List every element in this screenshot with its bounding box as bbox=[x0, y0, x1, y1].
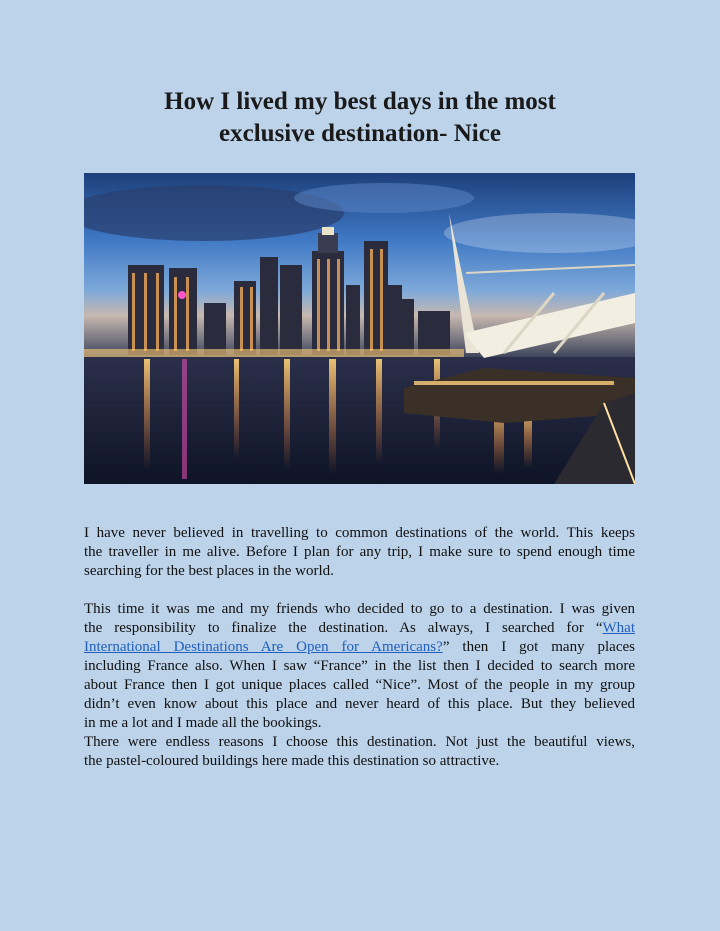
paragraph-2 bbox=[84, 600, 635, 733]
text-line: the traveller in me alive. Before I plan for any trip, I make sure to spend enough time bbox=[84, 544, 635, 560]
text-line: There were endless reasons I choose this destination. Not just the beautiful views, bbox=[84, 734, 635, 750]
text-fragment: ” then I got many places bbox=[442, 639, 635, 655]
text-line: including France also. When I saw “France” in the list then I decided to search more bbox=[84, 658, 635, 674]
paragraph-3 bbox=[84, 733, 635, 771]
text-line: the pastel-coloured buildings here made this destination so attractive. bbox=[84, 753, 500, 769]
article-link-part-2[interactable]: International Destinations Are Open for Americans? bbox=[84, 639, 443, 655]
text-line bbox=[84, 619, 635, 638]
article-body bbox=[84, 524, 635, 771]
title-line-2: exclusive destination- Nice bbox=[219, 120, 501, 147]
text-fragment: the responsibility to finalize the destination. As always, I searched for “ bbox=[84, 620, 603, 636]
text-line: in me a lot and I made all the bookings. bbox=[84, 715, 322, 731]
text-line: didn’t even know about this place and never heard of this place. But they believed bbox=[84, 696, 635, 712]
text-line: about France then I got unique places called “Nice”. Most of the people in my group bbox=[84, 677, 635, 693]
page-title bbox=[0, 86, 720, 150]
title-line-1: How I lived my best days in the most bbox=[164, 88, 556, 115]
text-line: This time it was me and my friends who decided to go to a destination. I was given bbox=[84, 601, 635, 617]
city-skyline-photo bbox=[84, 173, 635, 484]
text-line: searching for the best places in the world. bbox=[84, 563, 334, 579]
article-link-part-1[interactable]: What bbox=[602, 620, 635, 636]
paragraph-1 bbox=[84, 524, 635, 581]
text-line bbox=[84, 638, 635, 657]
text-line: I have never believed in travelling to common destinations of the world. This keeps bbox=[84, 525, 635, 541]
